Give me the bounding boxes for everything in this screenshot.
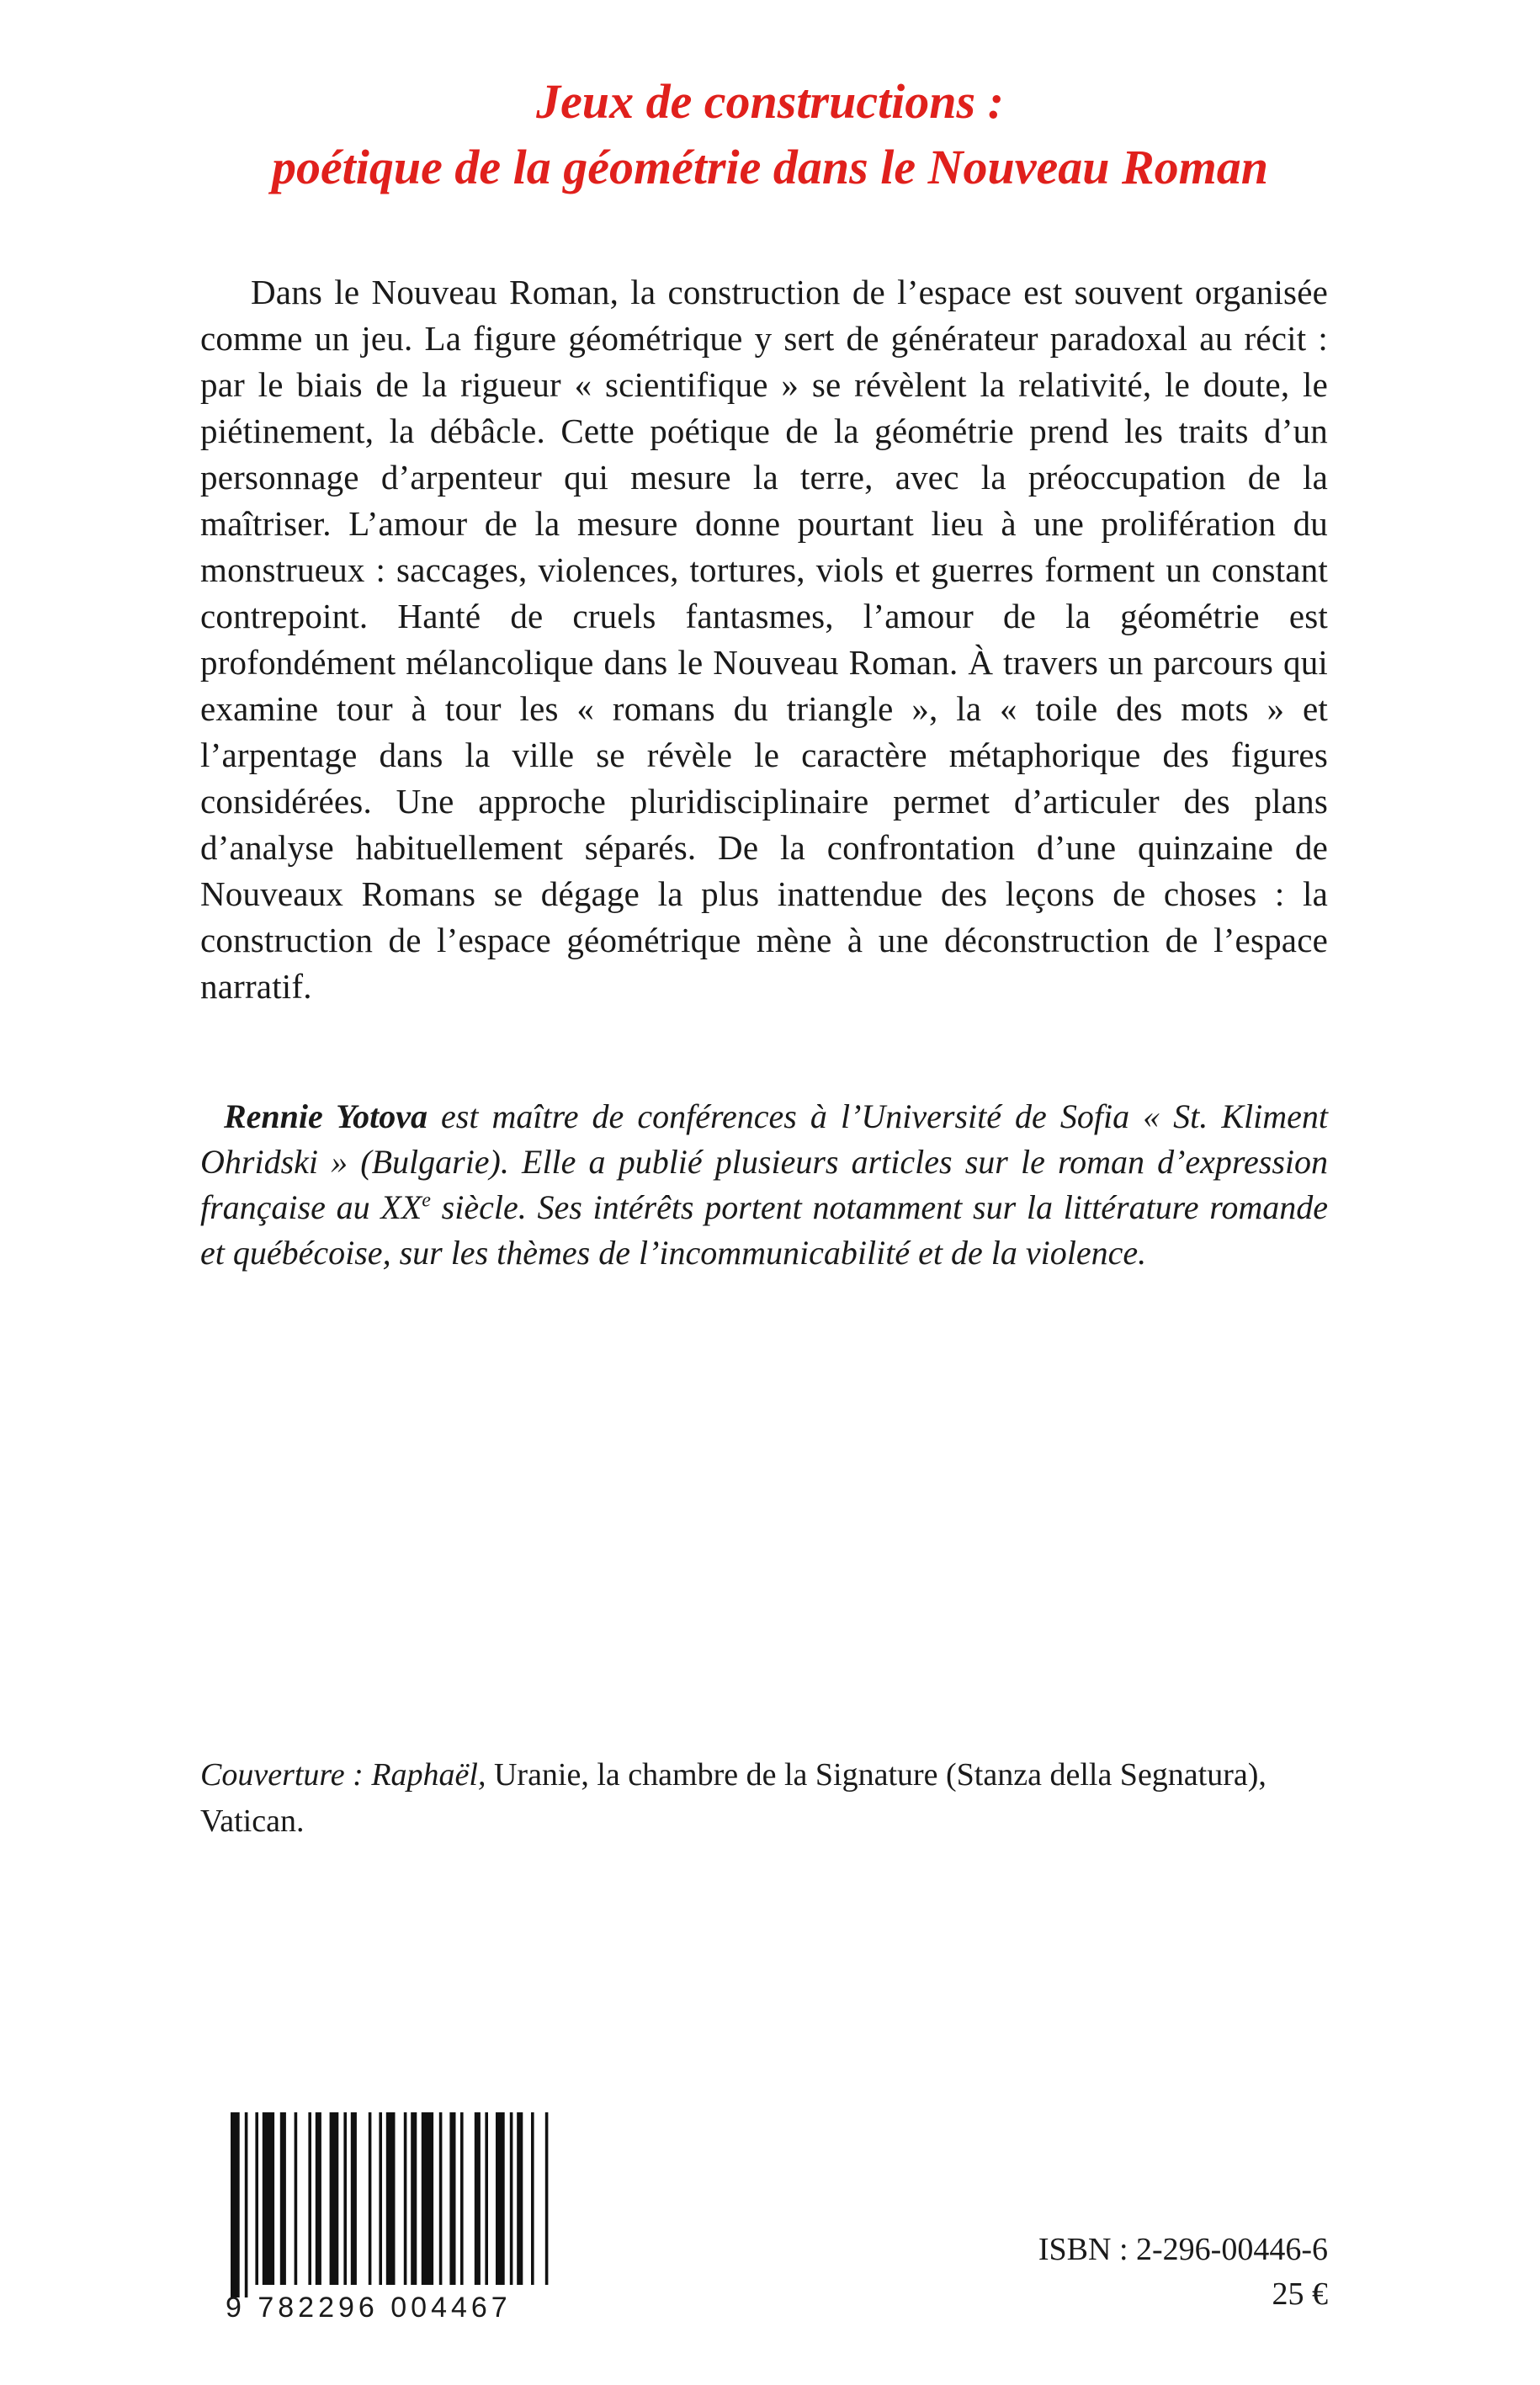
cover-credit-rest: , la chambre de la Signature (Stanza della Segnatura), Vatican. — [200, 1757, 1267, 1839]
book-title — [0, 69, 1540, 200]
bio-text-2: siècle. Ses intérêts portent notamment sur la littérature romande et québécoise, sur les thèmes de l’incommunicabilité et de la violence. — [200, 1188, 1328, 1272]
century-superscript: e — [422, 1189, 431, 1212]
title-line-2: poétique de la géométrie dans le Nouveau Roman — [271, 140, 1269, 194]
bio-text-1: est maître de conférences à l’Université de Sofia « St. Kliment Ohridski » (Bulgarie). Elle a publié plusieurs articles sur le roman d’expression française au XX — [200, 1097, 1329, 1226]
author-name: Rennie Yotova — [224, 1097, 427, 1135]
author-bio — [200, 1094, 1328, 1276]
barcode-icon — [226, 2112, 562, 2297]
title-line-1: Jeux de constructions : — [536, 74, 1004, 129]
cover-credit — [200, 1752, 1328, 1845]
summary-paragraph: Dans le Nouveau Roman, la construction de l’espace est souvent organisée comme un jeu. La figure géométrique y sert de générateur paradoxal au récit : par le biais de la rigueur « scientifique » se révèlent la relativité, le doute, le piétinement, la débâcle. Cette poétique de la géométrie prend les traits d’un personnage d’arpenteur qui mesure la terre, avec la préoccupation de la maîtriser. L’amour de la mesure donne pourtant lieu à une prolifération du monstrueux : saccages, violences, tortures, viols et guerres forment un constant contrepoint. Hanté de cruels fantasmes, l’amour de la géométrie est profondément mélancolique dans le Nouveau Roman. À travers un parcours qui examine tour à tour les « romans du triangle », la « toile des mots » et l’arpentage dans la ville se révèle le caractère métaphorique des figures considérées. Une approche pluridisciplinaire permet d’articuler des plans d’analyse habituellement séparés. De la confrontation d’une quinzaine de Nouveaux Romans se dégage la plus inattendue des leçons de choses : la construction de l’espace géométrique mène à une déconstruction de l’espace narratif. — [200, 273, 1328, 1006]
price: 25 € — [1272, 2276, 1328, 2312]
cover-credit-prefix: Couverture : Raphaël, — [200, 1757, 486, 1793]
isbn-number: ISBN : 2-296-00446-6 — [1038, 2232, 1328, 2267]
barcode-digits: 9 782296 004467 — [226, 2292, 512, 2324]
cover-credit-work: Uranie — [486, 1757, 581, 1793]
